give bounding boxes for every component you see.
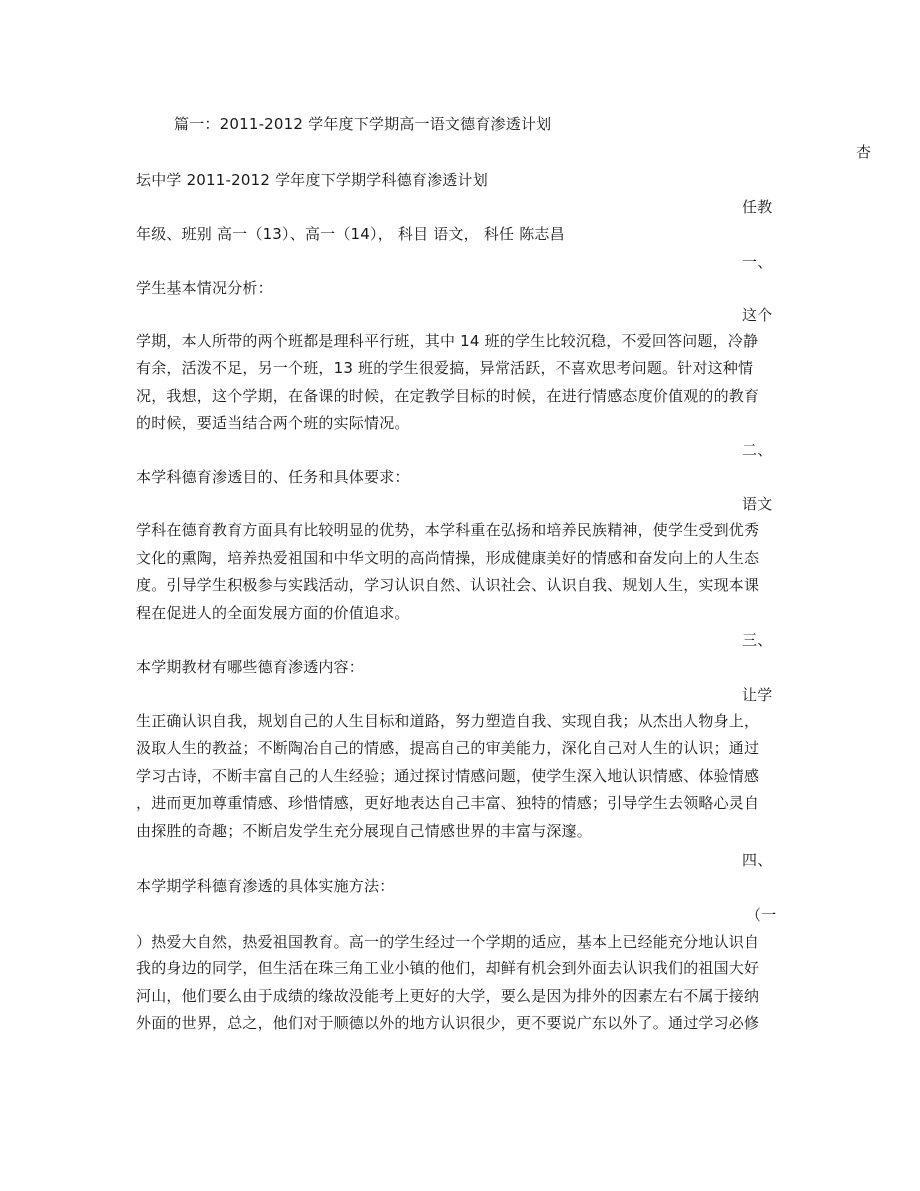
paragraph-line: 生正确认识自我，规划自己的人生目标和道路，努力塑造自我、实现自我；从杰出人物身上， bbox=[136, 712, 760, 730]
paragraph-line: 学习古诗，不断丰富自己的人生经验；通过探讨情感问题，使学生深入地认识情感、体验情感 bbox=[136, 767, 760, 785]
document-subtitle: 坛中学 2011-2012 学年度下学期学科德育渗透计划 bbox=[136, 171, 488, 189]
document-title: 篇一：2011-2012 学年度下学期高一语文德育渗透计划 bbox=[174, 115, 552, 133]
paragraph-line: 况，我想，这个学期，在备课的时候，在定教学目标的时候，在进行情感态度价值观的的教育 bbox=[136, 387, 760, 405]
paragraph-line: 我的身边的同学，但生活在珠三角工业小镇的他们，却鲜有机会到外面去认识我们的祖国大好 bbox=[136, 959, 760, 977]
paragraph-line: 学科在德育教育方面具有比较明显的优势，本学科重在弘扬和培养民族精神，使学生受到优秀 bbox=[136, 521, 760, 539]
section-number: 四、 bbox=[742, 851, 773, 869]
section-heading: 学生基本情况分析： bbox=[136, 279, 273, 297]
paragraph-line: 由探胜的奇趣；不断启发学生充分展现自己情感世界的丰富与深邃。 bbox=[136, 822, 593, 840]
paragraph-lead: 让学 bbox=[742, 686, 773, 704]
paragraph-line: ，进而更加尊重情感、珍惜情感，更好地表达自己丰富、独特的情感；引导学生去领略心灵自 bbox=[136, 794, 760, 812]
paragraph-line: 河山，他们要么由于成绩的缘故没能考上更好的大学，要么是因为排外的因素左右不属于接纳 bbox=[136, 987, 760, 1005]
paragraph-line: 程在促进人的全面发展方面的价值追求。 bbox=[136, 604, 410, 622]
paragraph-lead: 语文 bbox=[742, 495, 773, 513]
section-number: 一、 bbox=[742, 253, 773, 271]
paragraph-line: 汲取人生的教益；不断陶冶自己的情感，提高自己的审美能力，深化自己对人生的认识；通过 bbox=[136, 739, 760, 757]
paragraph-line: 度。引导学生积极参与实践活动，学习认识自然、认识社会、认识自我、规划人生，实现本课 bbox=[136, 576, 760, 594]
class-info-line: 年级、班别 高一（13）、高一（14）， 科目 语文， 科任 陈志昌 bbox=[136, 225, 565, 243]
paragraph-line: 学期，本人所带的两个班都是理科平行班，其中 14 班的学生比较沉稳，不爱回答问题，冷静 bbox=[136, 332, 759, 350]
paragraph-line: 有余，活泼不足，另一个班，13 班的学生很爱搞，异常活跃，不喜欢思考问题。针对这种情 bbox=[136, 359, 754, 377]
paragraph-line: 的时候，要适当结合两个班的实际情况。 bbox=[136, 414, 410, 432]
section-number: 三、 bbox=[742, 631, 773, 649]
section-number: 二、 bbox=[742, 441, 773, 459]
wrapped-text-fragment: 任教 bbox=[742, 198, 773, 216]
section-heading: 本学期学科德育渗透的具体实施方法： bbox=[136, 877, 395, 895]
paragraph-line: ）热爱大自然，热爱祖国教育。高一的学生经过一个学期的适应，基本上已经能充分地认识自 bbox=[136, 933, 760, 951]
paragraph-lead: （一 bbox=[746, 906, 777, 924]
paragraph-lead: 这个 bbox=[742, 306, 773, 324]
section-heading: 本学期教材有哪些德育渗透内容： bbox=[136, 658, 365, 676]
section-heading: 本学科德育渗透目的、任务和具体要求： bbox=[136, 468, 410, 486]
paragraph-line: 外面的世界，总之，他们对于顺德以外的地方认识很少，更不要说广东以外了。通过学习必修 bbox=[136, 1014, 760, 1032]
paragraph-line: 文化的熏陶，培养热爱祖国和中华文明的高尚情操，形成健康美好的情感和奋发向上的人生态 bbox=[136, 549, 760, 567]
wrapped-text-fragment: 杏 bbox=[856, 143, 872, 161]
